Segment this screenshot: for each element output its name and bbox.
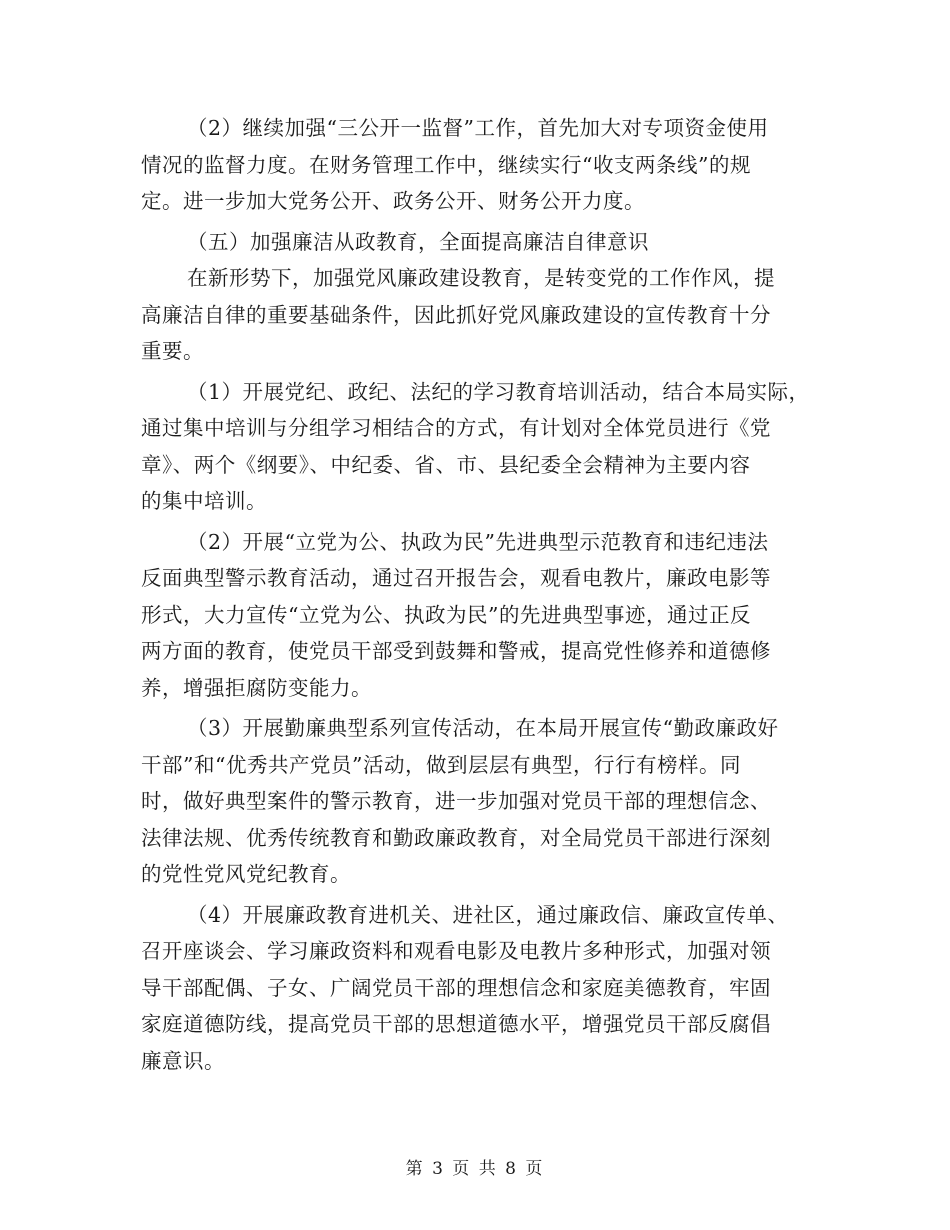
text-line: 通过集中培训与分组学习相结合的方式，有计划对全体党员进行《党 xyxy=(141,416,771,440)
text-line: 干部”和“优秀共产党员”活动，做到层层有典型，行行有榜样。同 xyxy=(141,752,741,777)
text-line: （4）开展廉政教育进机关、进社区，通过廉政信、廉政宣传单、 xyxy=(187,902,789,927)
document-body xyxy=(141,110,811,1079)
text-line: 廉意识。 xyxy=(141,1048,225,1073)
heading-line: （五）加强廉洁从政教育，全面提高廉洁自律意识 xyxy=(187,229,649,254)
text-line: （2）继续加强“三公开一监督”工作，首先加大对专项资金使用 xyxy=(187,116,769,140)
text-line: 的党性党风党纪教育。 xyxy=(141,862,351,886)
page-number-footer: 第 3 页 共 8 页 xyxy=(405,1159,545,1179)
paragraph-item-1-training xyxy=(141,374,811,520)
paragraph-intro xyxy=(141,260,811,370)
text-line: 情况的监督力度。在财务管理工作中，继续实行“收支两条线”的规 xyxy=(141,152,751,177)
section-heading-five xyxy=(141,224,811,261)
text-line: 反面典型警示教育活动，通过召开报告会，观看电教片，廉政电影等 xyxy=(141,566,771,590)
text-line: （2）开展“立党为公、执政为民”先进典型示范教育和违纪违法 xyxy=(187,529,769,554)
text-line: 在新形势下，加强党风廉政建设教育，是转变党的工作作风，提 xyxy=(187,266,775,290)
text-line: 定。进一步加大党务公开、政务公开、财务公开力度。 xyxy=(141,189,645,213)
text-line: 法律法规、优秀传统教育和勤政廉政教育，对全局党员干部进行深刻 xyxy=(141,825,771,850)
text-line: （1）开展党纪、政纪、法纪的学习教育培训活动，结合本局实际， xyxy=(187,379,810,404)
text-line: 导干部配偶、子女、广阔党员干部的理想信念和家庭美德教育，牢固 xyxy=(141,975,771,1000)
text-line: 高廉洁自律的重要基础条件，因此抓好党风廉政建设的宣传教育十分 xyxy=(141,302,771,327)
paragraph-item-3-propaganda xyxy=(141,710,811,893)
text-line: 章》、两个《纲要》、中纪委、省、市、县纪委全会精神为主要内容 xyxy=(141,452,751,477)
text-line: 召开座谈会、学习廉政资料和观看电影及电教片多种形式，加强对领 xyxy=(141,939,771,963)
text-line: （3）开展勤廉典型系列宣传活动，在本局开展宣传“勤政廉政好 xyxy=(187,716,779,740)
text-line: 形式，大力宣传“立党为公、执政为民”的先进典型事迹，通过正反 xyxy=(141,602,751,627)
paragraph-item-2-exemplary-education xyxy=(141,524,811,707)
text-line: 家庭道德防线，提高党员干部的思想道德水平，增强党员干部反腐倡 xyxy=(141,1012,771,1036)
text-line: 两方面的教育，使党员干部受到鼓舞和警戒，提高党性修养和道德修 xyxy=(141,639,771,663)
text-line: 养，增强拒腐防变能力。 xyxy=(141,675,372,700)
paragraph-item-2-continue-three-public xyxy=(141,110,811,220)
paragraph-item-4-community xyxy=(141,897,811,1080)
text-line: 时，做好典型案件的警示教育，进一步加强对党员干部的理想信念、 xyxy=(141,789,771,813)
text-line: 的集中培训。 xyxy=(141,489,267,513)
text-line: 重要。 xyxy=(141,339,204,363)
